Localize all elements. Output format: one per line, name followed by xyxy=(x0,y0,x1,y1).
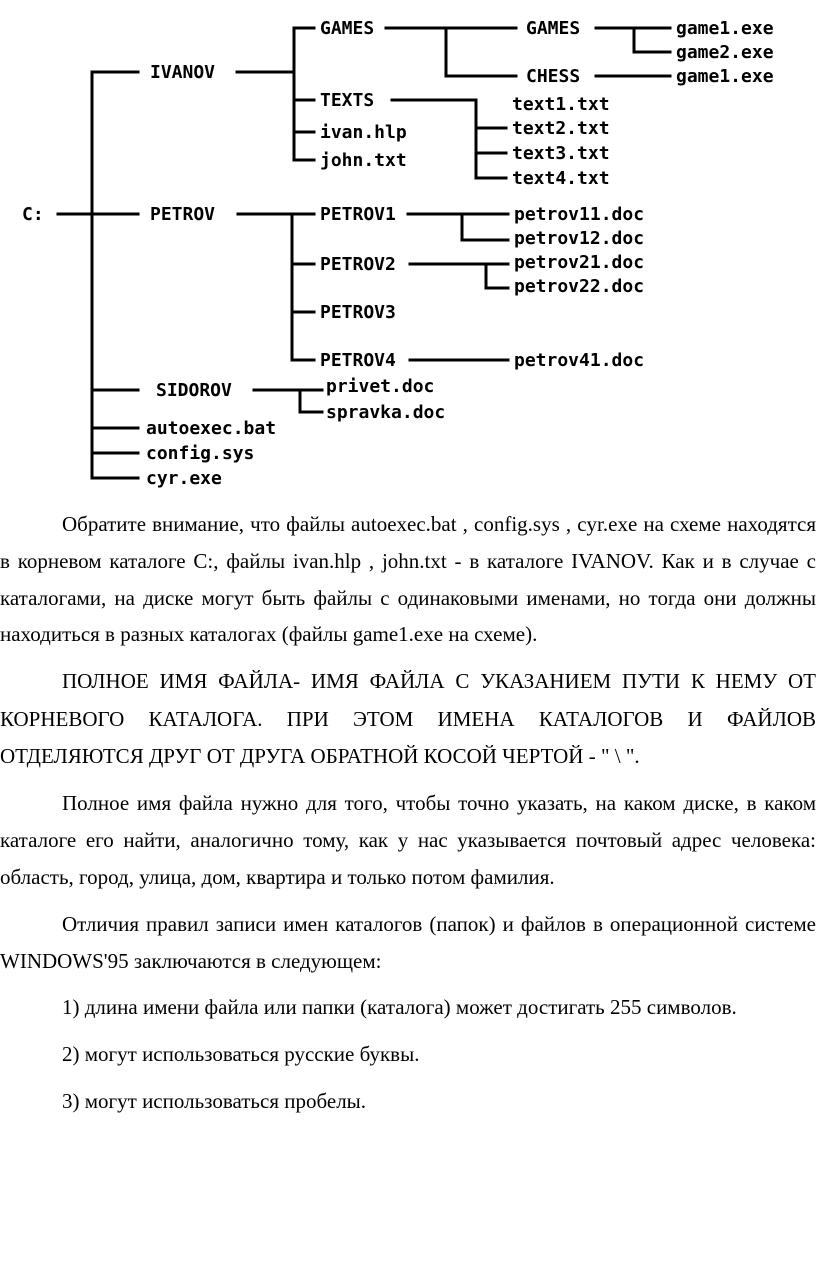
file-games-game1: game1.exe xyxy=(676,18,774,39)
paragraph-rule-1: 1) длина имени файла или папки (каталога) может достигать 255 символов. xyxy=(62,995,737,1020)
file-john-txt: john.txt xyxy=(320,150,407,171)
dir-games-games: GAMES xyxy=(526,18,581,39)
file-text1: text1.txt xyxy=(512,94,610,115)
file-petrov11: petrov11.doc xyxy=(514,204,645,225)
dir-petrov3: PETROV3 xyxy=(320,302,396,323)
file-petrov22: petrov22.doc xyxy=(514,276,645,297)
directory-tree-diagram xyxy=(0,0,816,500)
root-drive-label: C: xyxy=(22,204,44,225)
dir-petrov1: PETROV1 xyxy=(320,204,396,225)
paragraph-full-name-definition: ПОЛНОЕ ИМЯ ФАЙЛА- ИМЯ ФАЙЛА С УКАЗАНИЕМ ПУТИ К НЕМУ ОТ КОРНЕВОГО КАТАЛОГА. ПРИ ЭТОМ ИМЕНА КАТАЛОГОВ И ФАЙЛОВ ОТДЕЛЯЮТСЯ ДРУГ ОТ ДРУГА ОБРАТНОЙ КОСОЙ ЧЕРТОЙ - " \ ". xyxy=(0,669,816,768)
file-text4: text4.txt xyxy=(512,168,610,189)
dir-petrov2: PETROV2 xyxy=(320,254,396,275)
dir-ivanov-games: GAMES xyxy=(320,18,375,39)
dir-petrov: PETROV xyxy=(150,204,216,225)
dir-petrov4: PETROV4 xyxy=(320,350,396,371)
dir-ivanov: IVANOV xyxy=(150,62,216,83)
dir-sidorov: SIDOROV xyxy=(156,380,232,401)
file-config: config.sys xyxy=(146,443,255,464)
file-petrov12: petrov12.doc xyxy=(514,228,645,249)
file-games-game2: game2.exe xyxy=(676,42,774,63)
paragraph-windows95-rules: Отличия правил записи имен каталогов (папок) и файлов в операционной системе WINDOWS'95 заключаются в следующем: xyxy=(0,911,816,973)
dir-ivanov-texts: TEXTS xyxy=(320,90,375,111)
file-petrov41: petrov41.doc xyxy=(514,350,645,371)
paragraph-rule-2: 2) могут использоваться русские буквы. xyxy=(62,1042,420,1067)
file-spravka: spravka.doc xyxy=(326,402,446,423)
dir-games-chess: CHESS xyxy=(526,66,581,87)
paragraph-files-note: Обратите внимание, что файлы autoexec.bat , config.sys , cyr.exe на схеме находятся в корневом каталоге C:, файлы ivan.hlp , john.txt - в каталоге IVANOV. Как и в случае с каталогами, на диске могут быть файлы с одинаковыми именами, но тогда они должны находиться в разных каталогах (файлы game1.exe на схеме). xyxy=(0,512,816,647)
paragraph-full-name-purpose: Полное имя файла нужно для того, чтобы точно указать, на каком диске, в каком каталоге его найти, аналогично тому, как у нас указывается почтовый адрес человека: область, город, улица, дом, квартира и только потом фамилия. xyxy=(0,791,816,889)
paragraph-rule-3: 3) могут использоваться пробелы. xyxy=(62,1088,367,1113)
file-text2: text2.txt xyxy=(512,118,610,139)
file-autoexec: autoexec.bat xyxy=(146,418,277,439)
file-privet: privet.doc xyxy=(326,376,435,397)
file-petrov21: petrov21.doc xyxy=(514,252,645,273)
file-chess-game1: game1.exe xyxy=(676,66,774,87)
file-cyr: cyr.exe xyxy=(146,468,222,489)
file-text3: text3.txt xyxy=(512,143,610,164)
document-body xyxy=(0,506,816,1130)
file-ivan-hlp: ivan.hlp xyxy=(320,122,407,143)
